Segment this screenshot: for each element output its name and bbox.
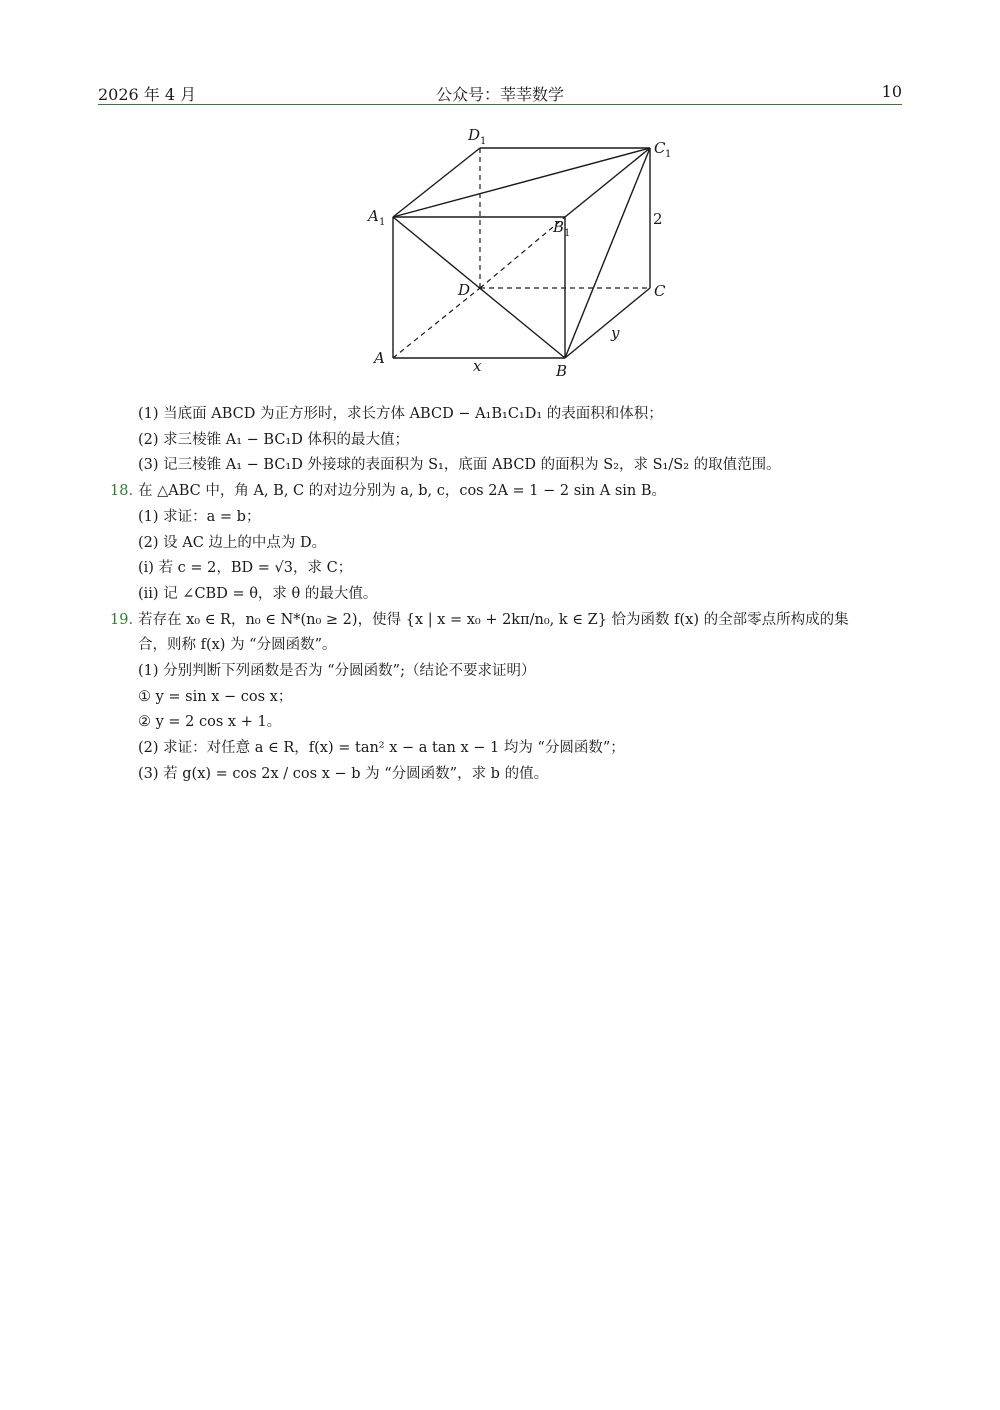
- q18-part-1: (1) 求证：a = b；: [138, 508, 261, 525]
- edge-A1C1: [393, 148, 650, 217]
- q17-part-2: (2) 求三棱锥 A₁ − BC₁D 体积的最大值；: [138, 431, 409, 448]
- q19-stem-1: 若存在 x₀ ∈ R，n₀ ∈ N*(n₀ ≥ 2)，使得 {x | x = x₀ + 2kπ/n₀, k ∈ Z} 恰为函数 f(x) 的全部零点所构成的集: [138, 611, 849, 628]
- page-number: 10: [881, 82, 902, 101]
- label-A1: A: [368, 207, 379, 225]
- q19-stem-line-2: 合，则称 f(x) 为 “分圆函数”。: [138, 637, 337, 654]
- header-date: 2026 年 4 月: [98, 85, 197, 104]
- edge-BC1: [565, 148, 650, 358]
- q18-part-2i: (i) 若 c = 2，BD = √3，求 C；: [138, 560, 353, 577]
- header-source: 公众号：莘莘数学: [435, 85, 564, 104]
- label-x: x: [473, 357, 482, 375]
- q18-part-2ii: (ii) 记 ∠CBD = θ，求 θ 的最大值。: [138, 585, 378, 602]
- label-y: y: [611, 324, 620, 342]
- label-A: A: [374, 349, 385, 367]
- label-B: B: [556, 362, 568, 380]
- problem-content: [110, 402, 910, 788]
- q17-part-3: (3) 记三棱锥 A₁ − BC₁D 外接球的表面积为 S₁，底面 ABCD 的面积为 S₂，求 S₁/S₂ 的取值范围。: [138, 457, 781, 474]
- q17-part-1: (1) 当底面 ABCD 为正方形时，求长方体 ABCD − A₁B₁C₁D₁ 的表面积和体积；: [138, 406, 663, 422]
- label-B1-sub: 1: [564, 228, 571, 239]
- cuboid-figure: [360, 120, 690, 390]
- label-C: C: [654, 282, 666, 300]
- q19-part-1b: ② y = 2 cos x + 1。: [138, 714, 282, 731]
- q19-number: 19.: [110, 611, 134, 628]
- q19-part-2: (2) 求证：对任意 a ∈ R，f(x) = tan² x − a tan x − 1 均为 “分圆函数”；: [138, 740, 625, 757]
- edge-B1C1: [565, 148, 650, 217]
- q19-part-1a: ① y = sin x − cos x；: [138, 688, 293, 705]
- q18-stem-line: [110, 479, 910, 505]
- label-height-2: 2: [653, 210, 663, 228]
- label-D: D: [458, 281, 471, 299]
- q19-part-1: (1) 分别判断下列函数是否为 “分圆函数”;（结论不要求证明）: [138, 663, 536, 680]
- q19-stem-line-1: [110, 608, 910, 634]
- q18-part-2: (2) 设 AC 边上的中点为 D。: [138, 534, 327, 551]
- q18-number: 18.: [110, 483, 134, 500]
- label-D1-sub: 1: [480, 136, 487, 147]
- label-B1: B: [553, 218, 565, 236]
- label-A1-sub: 1: [379, 217, 386, 228]
- label-C1-sub: 1: [665, 149, 672, 160]
- edge-A1D1: [393, 148, 480, 217]
- q19-part-3: (3) 若 g(x) = cos 2x / cos x − b 为 “分圆函数”，求 b 的值。: [138, 765, 549, 782]
- header-rule: [98, 104, 902, 105]
- edge-BC: [565, 288, 650, 358]
- cuboid-diagram: [360, 120, 690, 390]
- edge-A1B: [393, 217, 565, 358]
- q18-stem: 在 △ABC 中，角 A, B, C 的对边分别为 a, b, c，cos 2A = 1 − 2 sin A sin B。: [138, 483, 667, 500]
- page-header: [98, 80, 902, 104]
- label-C1: C: [654, 139, 666, 157]
- label-D1: D: [468, 126, 481, 144]
